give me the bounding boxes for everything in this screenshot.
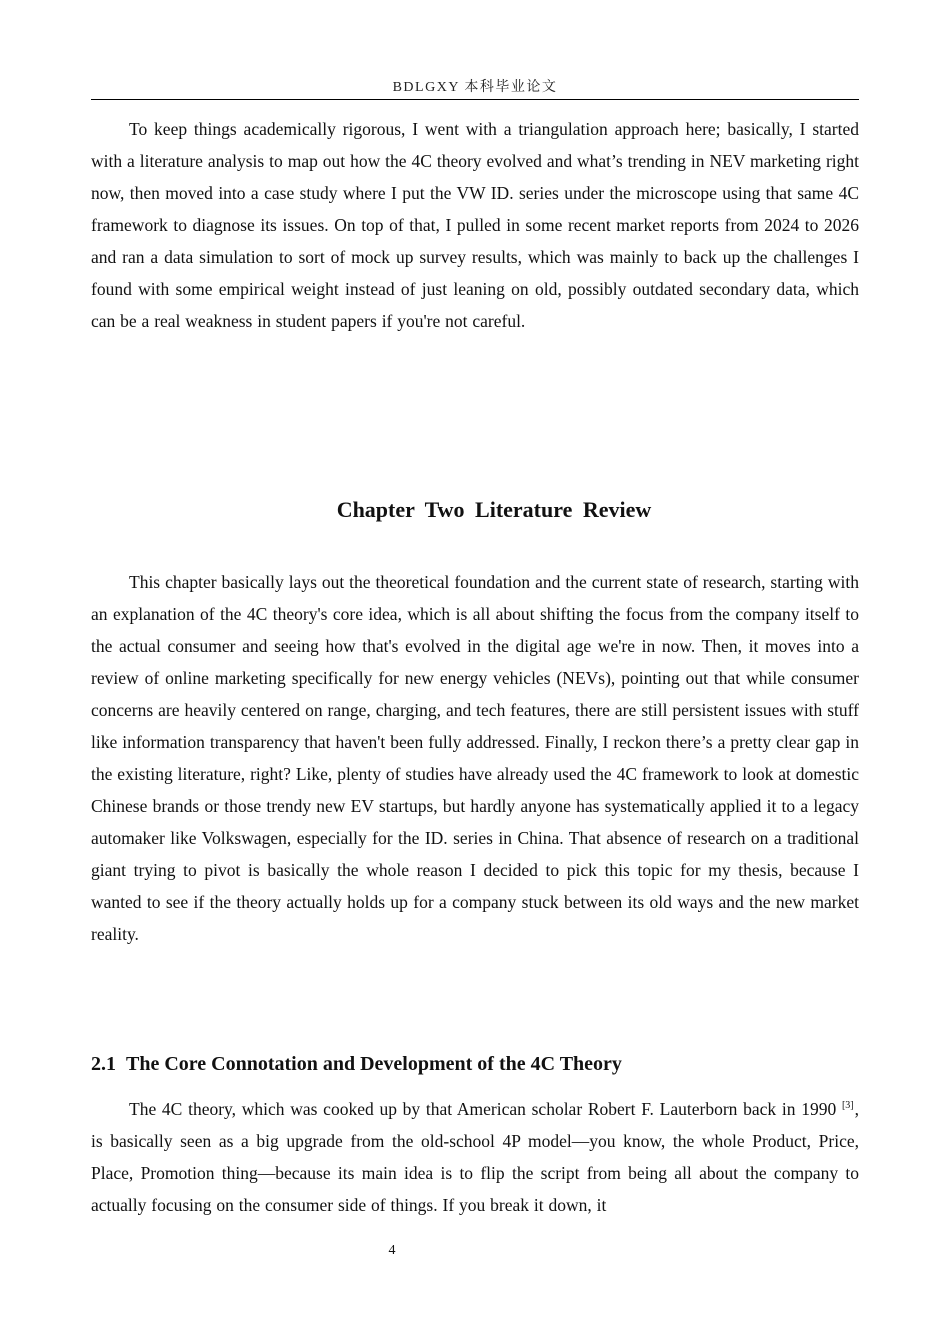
running-header: BDLGXY 本科毕业论文 bbox=[392, 80, 558, 95]
section-paragraph bbox=[91, 1093, 859, 1221]
section-text-after-citation: , is basically seen as a big upgrade from the old-school 4P model—you know, the whole Product, Price, Place, Promotion thing—because its main idea is to flip the script from being all about the company to actually focusing on the consumer side of things. If you break it down, it bbox=[91, 1099, 859, 1215]
intro-paragraph: To keep things academically rigorous, I went with a triangulation approach here; basically, I started with a literature analysis to map out how the 4C theory evolved and what’s trending in NEV marketing right now, then moved into a case study where I put the VW ID. series under the microscope using that same 4C framework to diagnose its issues. On top of that, I pulled in some recent market reports from 2024 to 2026 and ran a data simulation to sort of mock up survey results, which was mainly to back up the challenges I found with some empirical weight instead of just leaning on old, possibly outdated secondary data, which can be a real weakness in student papers if you're not careful. bbox=[91, 119, 859, 331]
page-number: 4 bbox=[388, 1243, 396, 1258]
chapter-intro-paragraph: This chapter basically lays out the theoretical foundation and the current state of research, starting with an explanation of the 4C theory's core idea, which is all about shifting the focus from the company itself to the actual consumer and seeing how that's evolved in the digital age we're in now. Then, it moves into a review of online marketing specifically for new energy vehicles (NEVs), pointing out that while consumer concerns are heavily centered on range, charging, and tech features, there are still persistent issues with stuff like information transparency that haven't been fully addressed. Finally, I reckon there’s a pretty clear gap in the existing literature, right? Like, plenty of studies have already used the 4C framework to look at domestic Chinese brands or those trendy new EV startups, but hardly anyone has systematically applied it to a legacy automaker like Volkswagen, especially for the ID. series in China. That absence of research on a traditional giant trying to pivot is basically the whole reason I decided to pick this topic for my thesis, because I wanted to see if the theory actually holds up for a company stuck between its old ways and the new market reality. bbox=[91, 572, 859, 944]
chapter-title: Chapter Two Literature Review bbox=[336, 497, 652, 522]
section-title: The Core Connotation and Development of the 4C Theory bbox=[126, 1053, 622, 1075]
section-heading bbox=[91, 1053, 859, 1076]
citation-marker: [3] bbox=[841, 1100, 854, 1111]
header-rule bbox=[91, 99, 859, 100]
section-text-before-citation: The 4C theory, which was cooked up by that American scholar Robert F. Lauterborn back in 1990 bbox=[129, 1099, 842, 1119]
section-number: 2.1 bbox=[91, 1053, 116, 1075]
